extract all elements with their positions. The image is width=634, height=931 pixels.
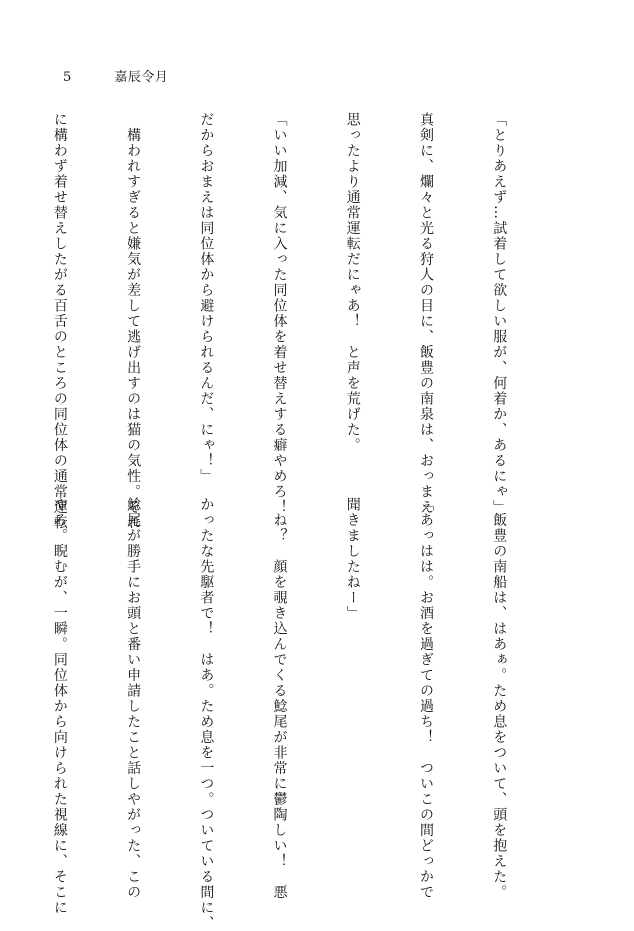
text-line: やろ。睨むが、一瞬。同位体から向けられた視線に、そこに <box>51 497 68 916</box>
running-title: 嘉辰令月 <box>114 70 169 85</box>
text-line: 真剣に、爛々と光る狩人の目に、飯豊の南泉は、おっまえ <box>417 112 434 515</box>
text-line: 鯰尾が勝手にお頭と番い申請したこと話しやがった、この <box>125 497 142 900</box>
text-line: 聞きましたねー」 <box>344 497 361 621</box>
text-line: 「あっはは。お酒を過ぎての過ち！ ついこの間どっかで <box>417 497 434 900</box>
text-block-top <box>0 112 560 531</box>
page-header <box>63 66 168 85</box>
text-line: ね？ 顔を覗き込んでくる鯰尾が非常に鬱陶しい！ 悪 <box>271 497 288 900</box>
text-line: 「とりあえず…試着して欲しい服が、何着か、あるにゃ」 <box>491 112 508 515</box>
text-line: 飯豊の南船は、はあぁ。ため息をついて、頭を抱えた。 <box>491 497 508 900</box>
text-line: 思ったより通常運転だにゃあ！ と声を荒げた。 <box>344 112 361 453</box>
text-line: 「いい加減、気に入った同位体を着せ替えする癖やめろ！ <box>271 112 288 515</box>
text-line: 構われすぎると嫌気が差して逃げ出すのは猫の気性。それ <box>125 112 142 531</box>
text-line: に構わず着せ替えしたがる百舌のところの同位体の通常運転 <box>51 112 68 531</box>
page-number: 5 <box>63 70 72 85</box>
text-line: だからおまえは同位体から避けられるんだ、にゃ！」 <box>198 112 215 484</box>
text-block-bottom <box>0 497 560 931</box>
text-line: かったな先駆者で！ はあ。ため息を一つ。ついている間に、 <box>198 497 215 931</box>
